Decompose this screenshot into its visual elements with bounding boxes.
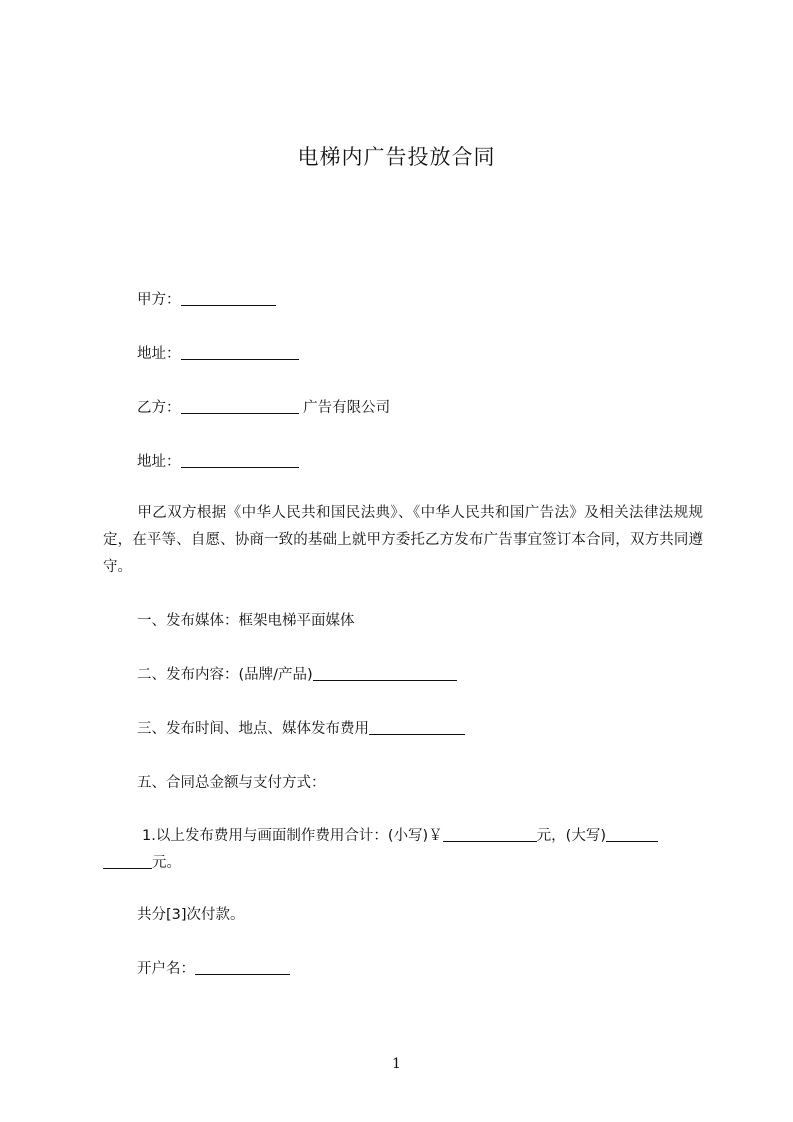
party-a-line <box>137 290 276 310</box>
party-b-line <box>137 398 390 418</box>
clause-5-1-prefix: 1.以上发布费用与画面制作费用合计：(小写)￥ <box>142 828 443 844</box>
preamble-text: 甲乙双方根据《中华人民共和国民法典》、《中华人民共和国广告法》及相关法律法规规定，在平等、自愿、协商一致的基础上就甲方委托乙方发布广告事宜签订本合同，双方共同遵守。 <box>103 505 703 575</box>
installments-text: 共分[3]次付款。 <box>137 907 245 923</box>
party-a-address-line <box>137 344 299 364</box>
clause-5 <box>137 773 326 793</box>
account-name-label: 开户名： <box>137 961 195 977</box>
page-number: 1 <box>392 1056 401 1072</box>
amount-words-blank-end[interactable] <box>103 854 152 869</box>
party-a-label: 甲方： <box>137 292 181 308</box>
clause-5-1-middle: 元，(大写) <box>536 828 606 844</box>
clause-1-text: 一、发布媒体：框架电梯平面媒体 <box>137 613 355 629</box>
clause-3 <box>137 719 465 739</box>
party-b-address-label: 地址： <box>137 454 181 470</box>
amount-figures-blank[interactable] <box>443 827 537 842</box>
party-b-address-blank[interactable] <box>181 453 299 468</box>
party-b-address-line <box>137 452 299 472</box>
party-b-blank[interactable] <box>181 399 299 414</box>
clause-2-text: 二、发布内容：(品牌/产品) <box>137 667 313 683</box>
clause-2-blank[interactable] <box>313 666 457 681</box>
clause-2 <box>137 665 457 685</box>
document-title: 电梯内广告投放合同 <box>297 145 496 169</box>
preamble-paragraph <box>103 500 703 581</box>
party-a-blank[interactable] <box>181 291 276 306</box>
clause-5-1-continued <box>103 853 181 873</box>
account-name-line <box>137 959 290 979</box>
installments-line <box>137 905 245 925</box>
party-b-label: 乙方： <box>137 400 181 416</box>
clause-1 <box>137 611 355 631</box>
clause-5-text: 五、合同总金额与支付方式： <box>137 775 326 791</box>
party-a-address-label: 地址： <box>137 346 181 362</box>
account-name-blank[interactable] <box>195 960 290 975</box>
clause-5-1 <box>142 826 658 846</box>
party-b-suffix: 广告有限公司 <box>303 400 391 416</box>
clause-3-text: 三、发布时间、地点、媒体发布费用 <box>137 721 369 737</box>
clause-5-1-suffix: 元。 <box>152 855 181 871</box>
clause-3-blank[interactable] <box>369 720 465 735</box>
party-a-address-blank[interactable] <box>181 345 299 360</box>
amount-words-blank-start[interactable] <box>606 827 658 842</box>
